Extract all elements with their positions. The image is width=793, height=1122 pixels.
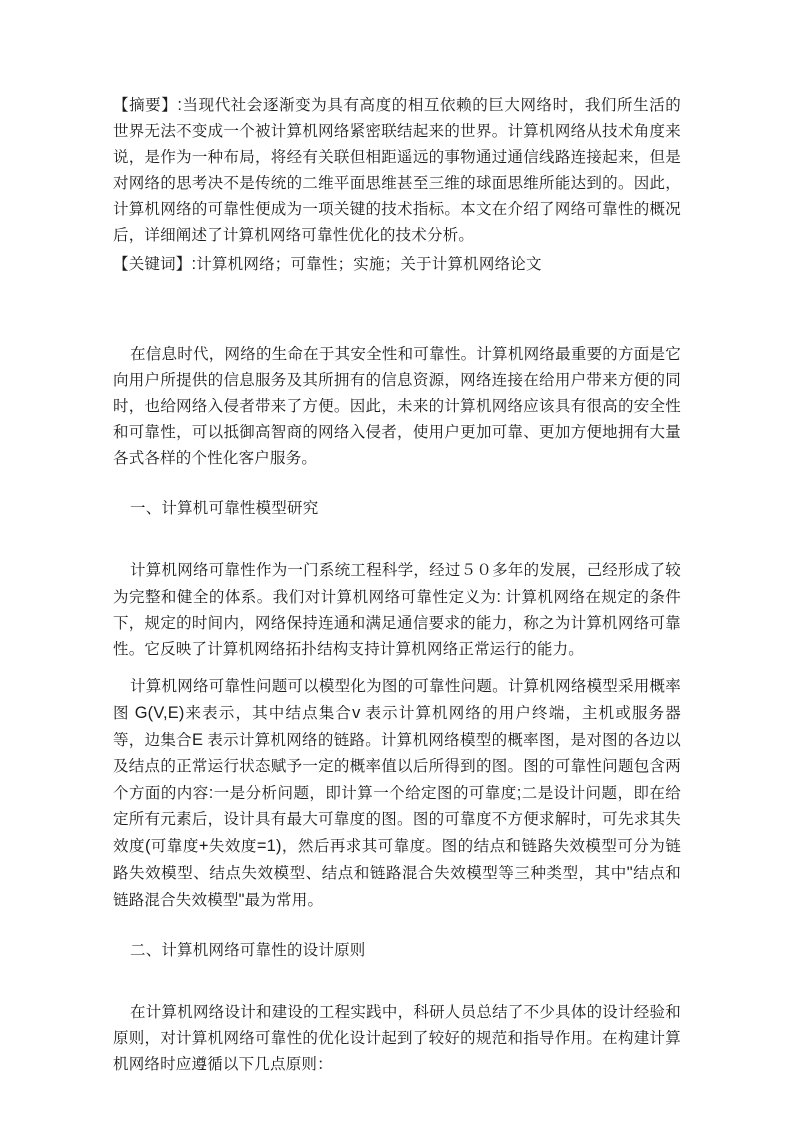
latin-text: ( — [144, 837, 151, 855]
latin-text: : — [208, 784, 214, 802]
latin-text: : — [496, 588, 502, 606]
section1-paragraph-1: 计算机网络可靠性作为一门系统工程科学，经过５０多年的发展，己经形成了较为完整和健全的体系。我们对计算机网络可靠性定义为: 计算机网络在规定的条件下，规定的时间内，网络保持连通和满足通信要求的能力，称之为计算机网络可靠性。它反映了计算机网络拓扑结构支持计算机网络正常运行的能力。 — [113, 562, 681, 658]
latin-text: " — [626, 864, 633, 882]
latin-text: + — [198, 837, 209, 855]
section1-paragraph-2: 计算机网络可靠性问题可以模型化为图的可靠性问题。计算机网络模型采用概率图 G(V,E)来表示，其中结点集合v 表示计算机网络的用户终端，主机或服务器等，边集合E 表示计算机网络的链路。计算机网络模型的概率图，是对图的各边以及结点的正常运行状态赋予一定的概率值以后所得到的图。图的可靠性问题包含两个方面的内容:一是分析问题，即计算一个给定图的可靠度;二是设计问题，即在给定所有元素后，设计具有最大可靠度的图。图的可靠度不方便求解时，可先求其失效度(可靠度+失效度=1)，然后再求其可靠度。图的结点和链路失效模型可分为链路失效模型、结点失效模型、结点和链路混合失效模型等三种类型，其中"结点和链路混合失效模型"最为常用。 — [113, 678, 681, 909]
abstract-paragraph: 【摘要】:当现代社会逐渐变为具有高度的相互依赖的巨大网络时，我们所生活的世界无法不变成一个被计算机网络紧密联结起来的世界。计算机网络从技术角度来说，是作为一种布局，将经有关联但相距遥远的事物通过通信线路连接起来，但是对网络的思考决不是传统的二维平面思维甚至三维的球面思维所能达到的。因此，计算机网络的可靠性便成为一项关键的技术指标。本文在介绍了网络可靠性的概况后，详细阐述了计算机网络可靠性优化的技术分析。 — [113, 96, 681, 244]
section2-heading: 二、计算机网络可靠性的设计原则 — [130, 942, 366, 959]
article-body — [113, 92, 681, 1078]
latin-text: : — [177, 96, 183, 114]
latin-text: =1) — [256, 837, 282, 855]
latin-text: : — [191, 255, 197, 273]
section1-heading: 一、计算机可靠性模型研究 — [130, 500, 319, 517]
latin-text: E — [191, 731, 204, 749]
latin-text: v — [352, 704, 361, 722]
intro-paragraph: 在信息时代，网络的生命在于其安全性和可靠性。计算机网络最重要的方面是它向用户所提供的信息服务及其所拥有的信息资源，网络连接在给用户带来方便的同时，也给网络入侵者带来了方便。因此，未来的计算机网络应该具有很高的安全性和可靠性，可以抵御高智商的网络入侵者，使用户更加可靠、更加方便地拥有大量各式各样的个性化客户服务。 — [113, 346, 681, 467]
latin-text: ; — [516, 784, 522, 802]
keywords-paragraph: 【关键词】:计算机网络；可靠性；实施；关于计算机网络论文 — [113, 255, 542, 273]
latin-text: " — [238, 891, 245, 909]
latin-text: G(V,E) — [134, 704, 185, 722]
section2-paragraph-1: 在计算机网络设计和建设的工程实践中，科研人员总结了不少具体的设计经验和原则，对计算机网络可靠性的优化设计起到了较好的规范和指导作用。在构建计算机网络时应遵循以下几点原则： — [113, 1004, 681, 1073]
